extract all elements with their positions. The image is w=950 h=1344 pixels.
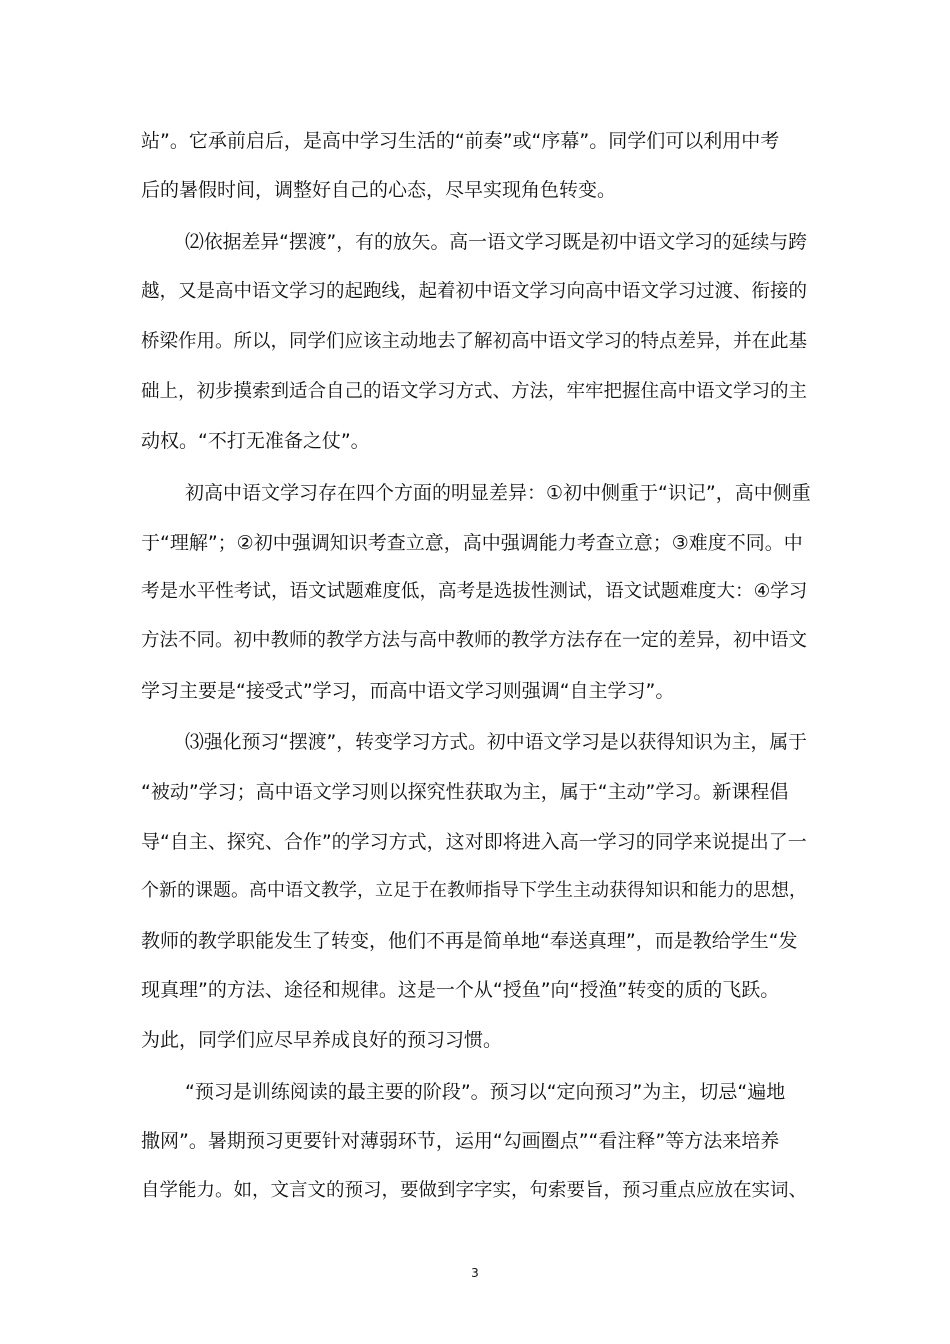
text-line: ⑶强化预习“摆渡”，转变学习方式。初中语文学习是以获得知识为主，属于 [185, 732, 808, 753]
text-line: 教师的教学职能发生了转变，他们不再是简单地“奉送真理”，而是教给学生“发 [141, 930, 798, 952]
text-line: 越，又是高中语文学习的起跑线，起着初中语文学习向高中语文学习过渡、衔接的 [141, 281, 808, 302]
text-line: 站”。它承前启后，是高中学习生活的“前奏”或“序幕”。同学们可以利用中考 [141, 130, 780, 152]
text-line: 桥梁作用。所以，同学们应该主动地去了解初高中语文学习的特点差异，并在此基 [141, 331, 808, 352]
text-line: 现真理”的方法、途径和规律。这是一个从“授鱼”向“授渔”转变的质的飞跃。 [141, 979, 780, 1001]
text-line: “被动”学习；高中语文学习则以探究性获取为主，属于“主动”学习。新课程倡 [141, 781, 789, 803]
text-line: 于“理解”；②初中强调知识考查立意，高中强调能力考查立意；③难度不同。中 [141, 532, 803, 554]
text-line: “预习是训练阅读的最主要的阶段”。预习以“定向预习”为主，切忌“遍地 [185, 1081, 786, 1103]
text-line: 础上，初步摸索到适合自己的语文学习方式、方法，牢牢把握住高中语文学习的主 [141, 381, 808, 402]
page-number: 3 [471, 1266, 479, 1280]
text-line: 个新的课题。高中语文教学，立足于在教师指导下学生主动获得知识和能力的思想， [141, 880, 807, 901]
text-line: 后的暑假时间，调整好自己的心态，尽早实现角色转变。 [141, 179, 617, 201]
text-line: ⑵依据差异“摆渡”，有的放矢。高一语文学习既是初中语文学习的延续与跨 [185, 232, 808, 253]
text-line: 考是水平性考试，语文试题难度低，高考是选拔性测试，语文试题难度大：④学习 [141, 581, 808, 602]
text-line: 自学能力。如，文言文的预习，要做到字字实，句索要旨，预习重点应放在实词、 [141, 1180, 808, 1201]
text-line: 初高中语文学习存在四个方面的明显差异：①初中侧重于“识记”，高中侧重 [185, 482, 811, 504]
text-line: 方法不同。初中教师的教学方法与高中教师的教学方法存在一定的差异，初中语文 [141, 630, 808, 651]
text-line: 动权。“不打无准备之仗”。 [141, 430, 370, 452]
text-line: 学习主要是“接受式”学习，而高中语文学习则强调“自主学习”。 [141, 680, 675, 702]
text-line: 导“自主、探究、合作”的学习方式，这对即将进入高一学习的同学来说提出了一 [141, 831, 807, 853]
text-line: 为此，同学们应尽早养成良好的预习习惯。 [141, 1029, 503, 1051]
text-line: 撒网”。暑期预习更要针对薄弱环节，运用“勾画圈点”“看注释”等方法来培养 [141, 1130, 780, 1152]
